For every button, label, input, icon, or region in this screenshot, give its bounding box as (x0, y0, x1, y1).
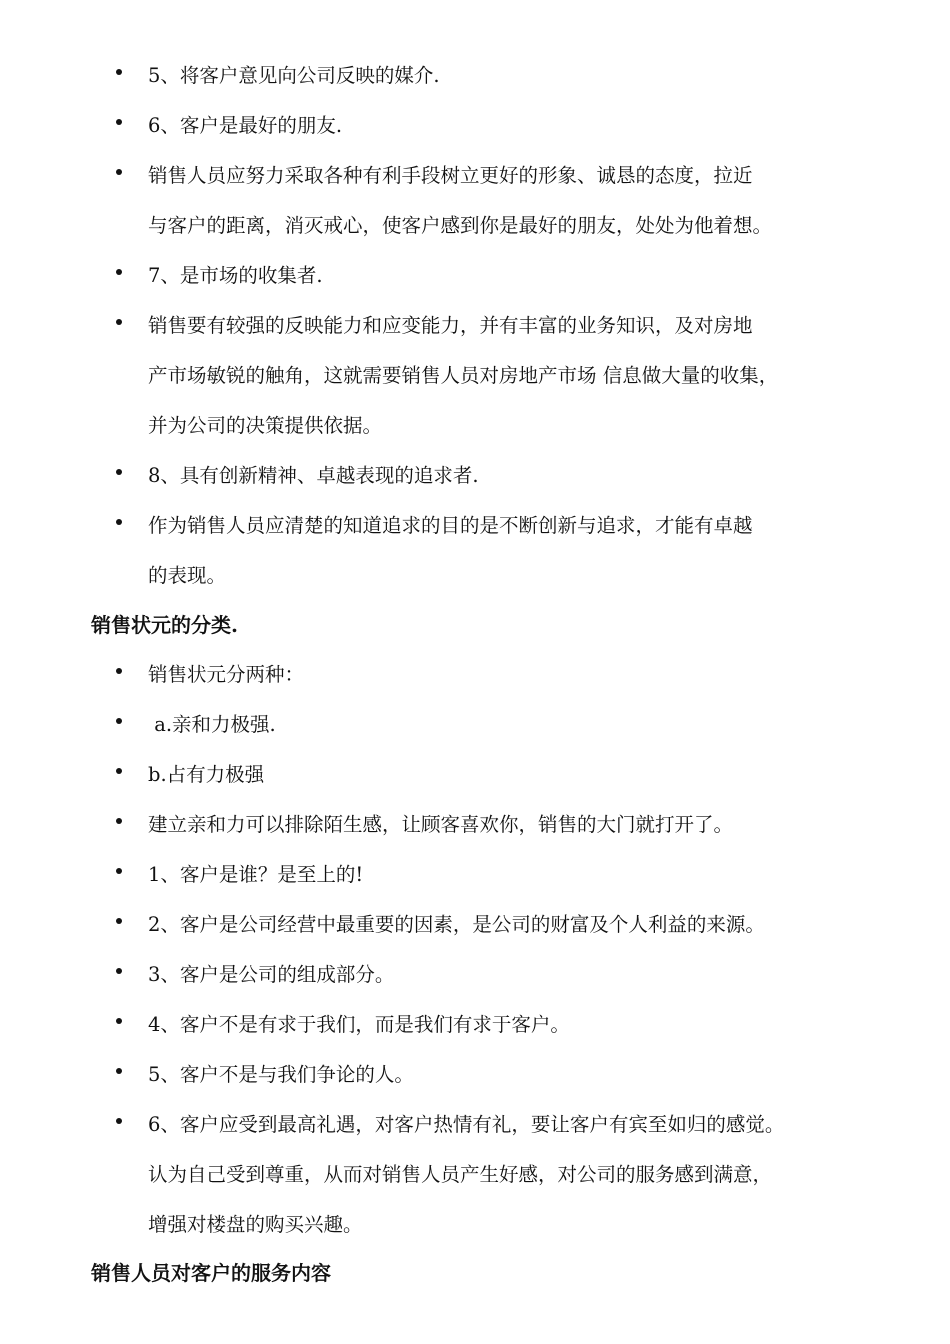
list-item (0, 1050, 950, 1100)
list-item (0, 51, 950, 101)
list-item (0, 700, 950, 750)
list-item-text: 3、客户是公司的组成部分。 (148, 963, 395, 986)
list-item (0, 850, 950, 900)
list-item (0, 451, 950, 501)
list-item-text: 建立亲和力可以排除陌生感，让顾客喜欢你，销售的大门就打开了。 (148, 813, 734, 836)
list-item (0, 750, 950, 800)
list-item-text: b.占有力极强 (148, 763, 265, 786)
bullet-icon (116, 1118, 122, 1124)
bullet-icon (116, 1068, 122, 1074)
list-item-text: 作为销售人员应清楚的知道追求的目的是不断创新与追求，才能有卓越 (148, 514, 753, 537)
list-item (0, 251, 950, 301)
list-item (0, 1100, 950, 1150)
list-item (0, 501, 950, 551)
bullet-icon (116, 918, 122, 924)
list-item (0, 1000, 950, 1050)
bullet-icon (116, 968, 122, 974)
list-item-text: 5、客户不是与我们争论的人。 (148, 1063, 414, 1086)
bullet-icon (116, 718, 122, 724)
list-item (0, 950, 950, 1000)
list-item-text: 4、客户不是有求于我们，而是我们有求于客户。 (148, 1013, 570, 1036)
list-item-text: 6、客户应受到最高礼遇，对客户热情有礼，要让客户有宾至如归的感觉。 (148, 1113, 785, 1136)
list-item-continuation: 产市场敏锐的触角，这就需要销售人员对房地产市场 信息做大量的收集， (148, 364, 779, 387)
bullet-icon (116, 519, 122, 525)
list-item-text: 2、客户是公司经营中最重要的因素，是公司的财富及个人利益的来源。 (148, 913, 765, 936)
list-item-text: 6、客户是最好的朋友. (148, 114, 343, 137)
bullet-icon (116, 69, 122, 75)
bullet-icon (116, 119, 122, 125)
bullet-icon (116, 768, 122, 774)
list-item-continuation: 与客户的距离，消灭戒心，使客户感到你是最好的朋友，处处为他着想。 (148, 214, 773, 237)
list-item-text: 1、客户是谁？是至上的! (148, 863, 364, 886)
list-item (0, 650, 950, 700)
list-item (0, 151, 950, 201)
list-item-text: 销售状元分两种： (148, 663, 305, 686)
section-heading: 销售人员对客户的服务内容 (91, 1261, 331, 1285)
bullet-icon (116, 319, 122, 325)
bullet-icon (116, 469, 122, 475)
list-item (0, 101, 950, 151)
list-item-continuation: 认为自己受到尊重，从而对销售人员产生好感，对公司的服务感到满意， (148, 1163, 773, 1186)
bullet-icon (116, 818, 122, 824)
bullet-icon (116, 1018, 122, 1024)
list-item-continuation: 的表现。 (148, 564, 227, 587)
list-item-text: 7、是市场的收集者. (148, 264, 323, 287)
list-item-text: a.亲和力极强. (148, 713, 276, 736)
section-heading: 销售状元的分类. (91, 613, 238, 637)
list-item (0, 301, 950, 351)
list-item (0, 900, 950, 950)
list-item-text: 销售要有较强的反映能力和应变能力，并有丰富的业务知识，及对房地 (148, 314, 753, 337)
list-item-text: 销售人员应努力采取各种有利手段树立更好的形象、诚恳的态度，拉近 (148, 164, 753, 187)
list-item-continuation: 增强对楼盘的购买兴趣。 (148, 1213, 363, 1236)
list-item-text: 8、具有创新精神、卓越表现的追求者. (148, 464, 479, 487)
bullet-icon (116, 868, 122, 874)
list-item-text: 5、将客户意见向公司反映的媒介. (148, 64, 440, 87)
bullet-icon (116, 269, 122, 275)
list-item (0, 800, 950, 850)
bullet-icon (116, 668, 122, 674)
bullet-icon (116, 169, 122, 175)
list-item-continuation: 并为公司的决策提供依据。 (148, 414, 383, 437)
